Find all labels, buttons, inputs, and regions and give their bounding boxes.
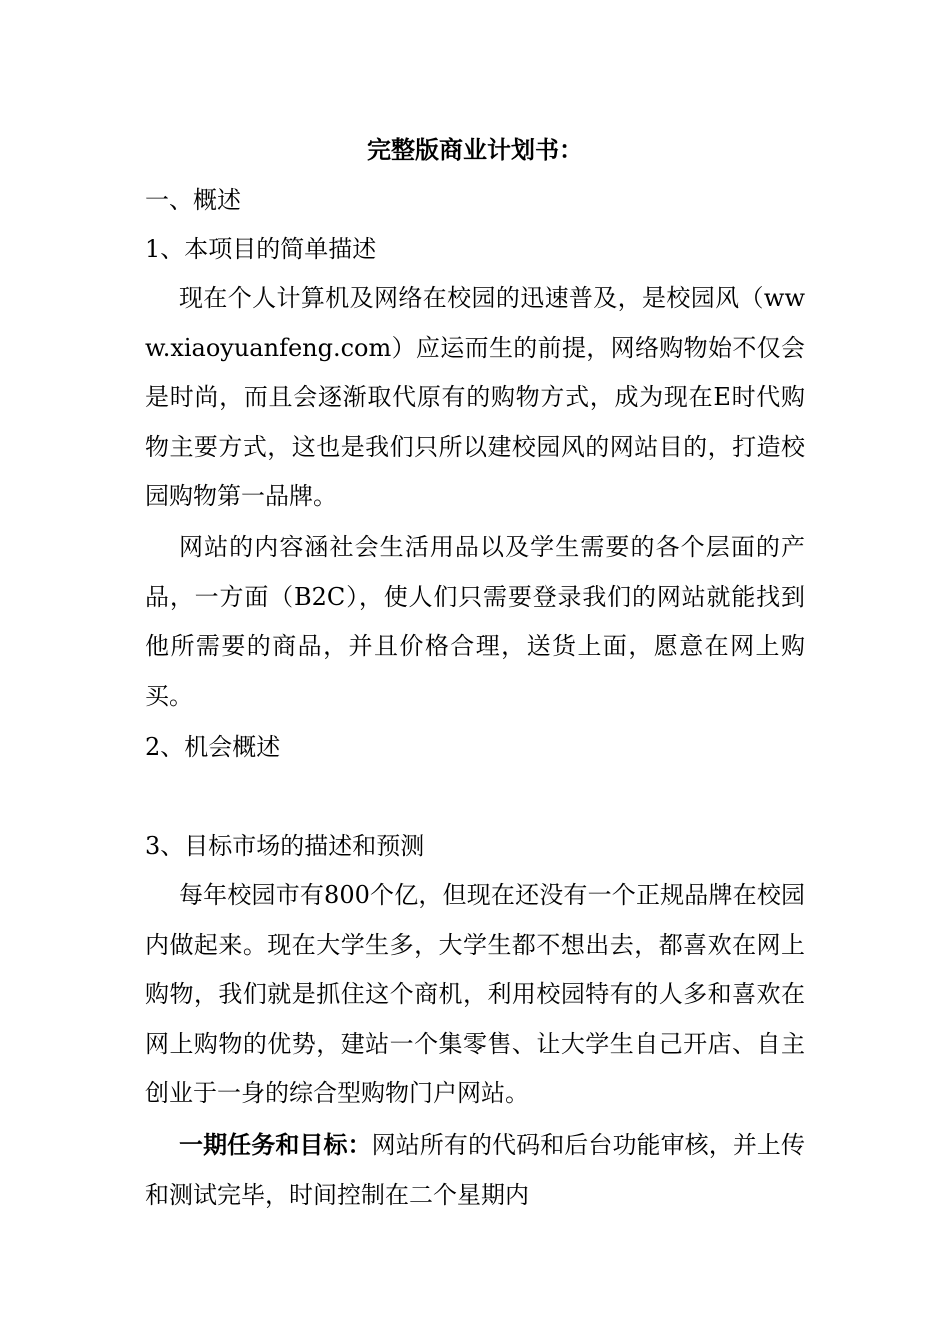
section-heading-overview: 一、概述	[145, 186, 241, 214]
paragraph-market-description: 每年校园市有800个亿，但现在还没有一个正规品牌在校园内做起来。现在大学生多，大学生都不想出去，都喜欢在网上购物，我们就是抓住这个商机，利用校园特有的人多和喜欢在网上购物的优势，建站一个集零售、让大学生自己开店、自主创业于一身的综合型购物门户网站。	[145, 881, 805, 1107]
section-heading-project-description: 1、本项目的简单描述	[145, 235, 377, 263]
section-heading-target-market: 3、目标市场的描述和预测	[145, 832, 425, 860]
paragraph-site-content: 网站的内容涵社会生活用品以及学生需要的各个层面的产品，一方面（B2C），使人们只需要登录我们的网站就能找到他所需要的商品，并且价格合理，送货上面，愿意在网上购买。	[145, 533, 805, 710]
paragraph-project-intro: 现在个人计算机及网络在校园的迅速普及，是校园风（www.xiaoyuanfeng.com）应运而生的前提，网络购物始不仅会是时尚，而且会逐渐取代原有的购物方式，成为现在E时代购物主要方式，这也是我们只所以建校园风的网站目的，打造校园购物第一品牌。	[145, 284, 805, 510]
phase-one-body: 网站所有的代码和后台功能审核，并上传和测试完毕，时间控制在二个星期内	[145, 1131, 805, 1209]
section-heading-opportunity: 2、机会概述	[145, 733, 281, 761]
phase-one-label: 一期任务和目标：	[179, 1130, 372, 1159]
document-title: 完整版商业计划书：	[367, 135, 583, 164]
paragraph-phase-one-goals	[145, 1120, 805, 1220]
